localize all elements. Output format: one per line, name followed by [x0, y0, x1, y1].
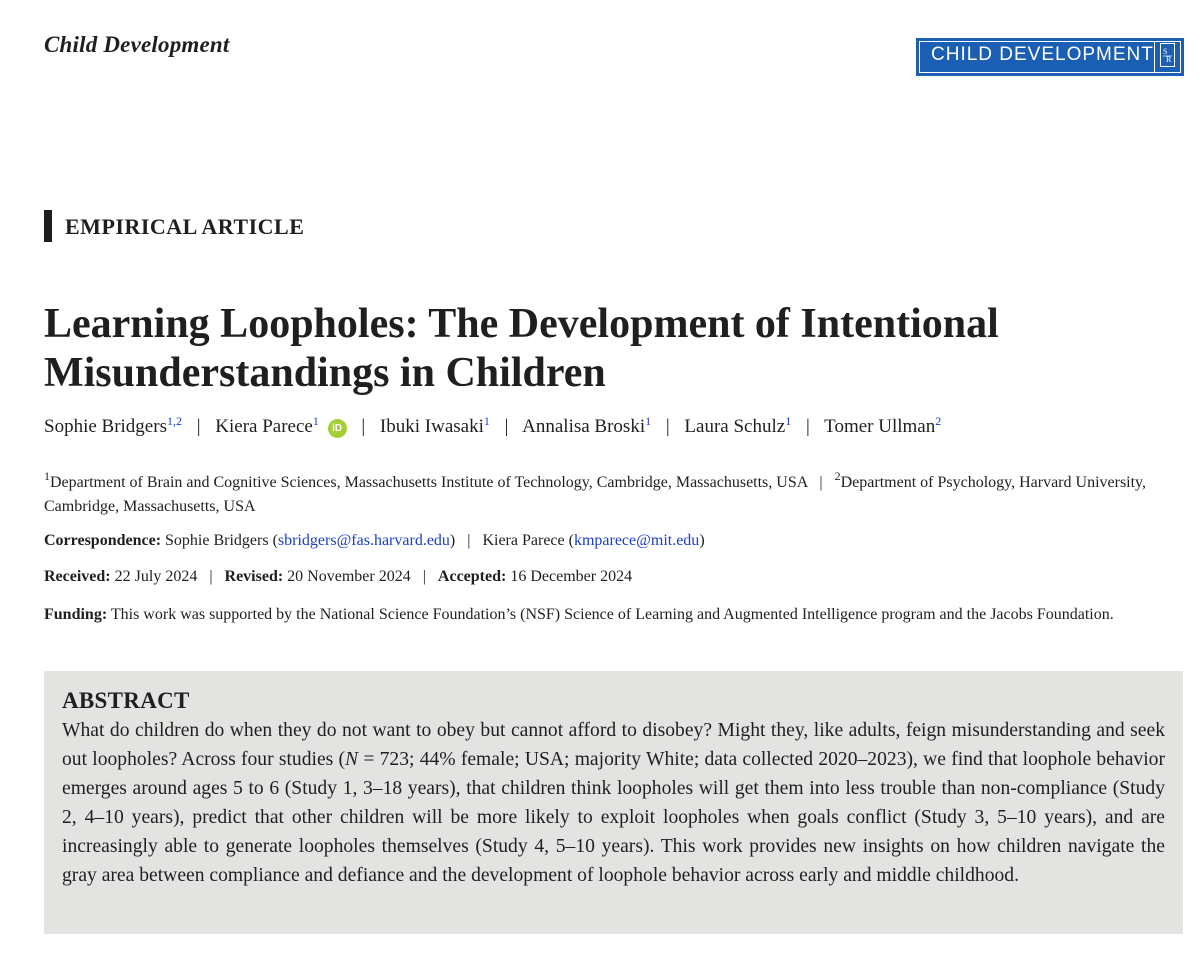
funding-label: Funding: [44, 606, 108, 623]
article-dates [44, 568, 632, 586]
received-date: 22 July 2024 [114, 568, 198, 585]
funding-statement [44, 603, 1164, 627]
abstract-text [62, 716, 1165, 890]
separator: | [467, 532, 471, 549]
correspondence-label: Correspondence: [44, 532, 162, 549]
journal-logo[interactable] [916, 38, 1184, 76]
abstract-text-part: = 723; 44% female; USA; majority White; data collected 2020–2023), we find that loophole behavior emerges around ages 5 to 6 (Study 1, 3–18 years), that children think loopholes will get them into less trouble than non-compliance (Study 2, 4–10 years), predict that other children will be more likely to exploit loopholes when goals conflict (Study 3, 5–10 years), and are increasingly able to generate loopholes themselves (Study 4, 5–10 years). This work provides new insights on how children navigate the gray area between compliance and defiance and the development of loophole behavior across early and middle childhood. [62, 749, 1165, 886]
author-name[interactable]: Annalisa Broski [522, 416, 646, 437]
svg-text:S: S [1163, 47, 1168, 56]
logo-divider [1154, 42, 1155, 72]
separator: | [422, 568, 426, 585]
affil-number: 1 [44, 469, 50, 483]
svg-text:R: R [1166, 55, 1172, 64]
affil-number: 2 [834, 469, 841, 483]
author-affil-marker[interactable]: 1 [645, 414, 652, 428]
received-label: Received: [44, 568, 111, 585]
journal-name: Child Development [44, 32, 230, 57]
author-affil-marker[interactable]: 1 [312, 414, 319, 428]
article-type-bar [44, 210, 52, 242]
separator: | [504, 416, 509, 437]
separator: | [805, 416, 810, 437]
author-name[interactable]: Tomer Ullman [824, 416, 936, 437]
separator: | [665, 416, 670, 437]
author-name[interactable]: Laura Schulz [684, 416, 786, 437]
orcid-icon[interactable]: iD [328, 419, 347, 438]
affiliations [44, 464, 1164, 519]
author-affil-marker[interactable]: 1,2 [166, 414, 182, 428]
email-link[interactable]: kmparece@mit.edu [573, 532, 700, 549]
author-name[interactable]: Kiera Parece [215, 416, 313, 437]
author-list [44, 414, 941, 438]
abstract-text-part: What do children do when they do not want to obey but cannot afford to disobey? Might they, like adults, feign misunderstanding and seek out loopholes? Across four studies ( [62, 720, 1165, 770]
society-seal-icon [1160, 43, 1175, 67]
correspondence-name: Kiera Parece [482, 532, 565, 549]
logo-text: CHILD DEVELOPMENT [931, 44, 1154, 65]
article-type: EMPIRICAL ARTICLE [65, 214, 305, 239]
article-title: Learning Loopholes: The Development of Intentional Misunderstandings in Children [44, 301, 999, 396]
accepted-label: Accepted: [437, 568, 507, 585]
separator: | [361, 416, 366, 437]
author-name[interactable]: Sophie Bridgers [44, 416, 167, 437]
author-affil-marker[interactable]: 2 [935, 414, 942, 428]
correspondence-name: Sophie Bridgers [165, 532, 269, 549]
separator: | [819, 474, 823, 491]
revised-label: Revised: [224, 568, 284, 585]
abstract-heading: ABSTRACT [62, 688, 190, 713]
separator: | [209, 568, 213, 585]
sample-size-symbol: N [345, 749, 359, 770]
affil-text: Department of Psychology, Harvard University, Cambridge, Massachusetts, USA [44, 474, 1147, 515]
revised-date: 20 November 2024 [287, 568, 411, 585]
accepted-date: 16 December 2024 [510, 568, 633, 585]
author-affil-marker[interactable]: 1 [483, 414, 490, 428]
author-affil-marker[interactable]: 1 [785, 414, 792, 428]
email-link[interactable]: sbridgers@fas.harvard.edu [277, 532, 450, 549]
author-name[interactable]: Ibuki Iwasaki [379, 416, 484, 437]
abstract-box [44, 671, 1183, 934]
funding-text: This work was supported by the National Science Foundation’s (NSF) Science of Learning and Augmented Intelligence program and the Jacobs Foundation. [110, 606, 1114, 623]
separator: | [196, 416, 201, 437]
correspondence: Correspondence: Sophie Bridgers (sbridgers@fas.harvard.edu) | Kiera Parece (kmparece@mit.edu) [44, 532, 705, 549]
affil-text: Department of Brain and Cognitive Sciences, Massachusetts Institute of Technology, Cambridge, Massachusetts, USA [50, 474, 808, 491]
